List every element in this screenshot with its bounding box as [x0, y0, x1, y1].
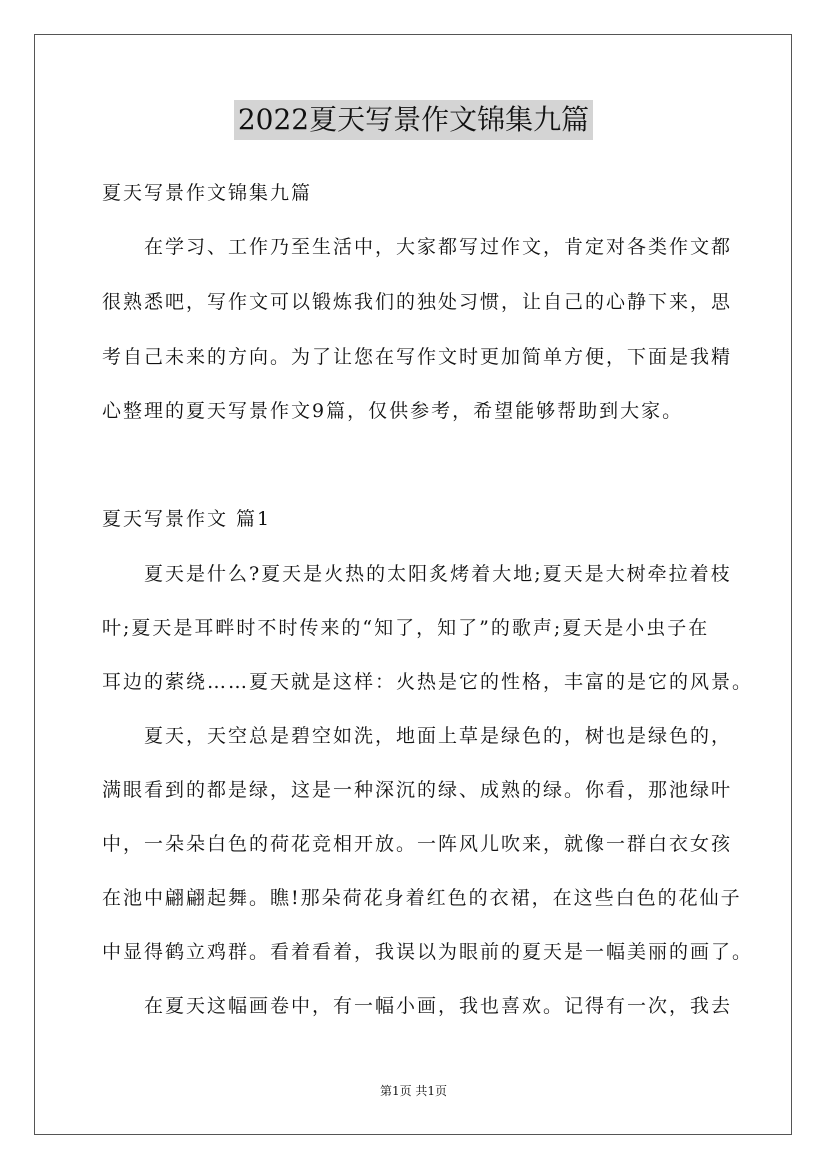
document-subtitle: 夏天写景作文锦集九篇	[102, 182, 313, 204]
intro-line: 很熟悉吧，写作文可以锻炼我们的独处习惯，让自己的心静下来，思	[102, 291, 733, 313]
document-title: 2022夏天写景作文锦集九篇	[234, 100, 593, 140]
intro-line: 在学习、工作乃至生活中，大家都写过作文，肯定对各类作文都	[144, 236, 733, 258]
paragraph-line: 满眼看到的都是绿，这是一种深沉的绿、成熟的绿。你看，那池绿叶	[102, 779, 733, 801]
paragraph-line: 在夏天这幅画卷中，有一幅小画，我也喜欢。记得有一次，我去	[144, 995, 733, 1017]
intro-line: 心整理的夏天写景作文9篇，仅供参考，希望能够帮助到大家。	[102, 400, 684, 422]
paragraph-line: 中，一朵朵白色的荷花竞相开放。一阵风儿吹来，就像一群白衣女孩	[102, 833, 733, 855]
paragraph-line: 在池中翩翩起舞。瞧!那朵荷花身着红色的衣裙，在这些白色的花仙子	[102, 887, 742, 909]
intro-line: 考自己未来的方向。为了让您在写作文时更加简单方便，下面是我精	[102, 346, 733, 368]
paragraph-line: 耳边的萦绕……夏天就是这样：火热是它的性格，丰富的是它的风景。	[102, 671, 754, 693]
paragraph-line: 夏天，天空总是碧空如洗，地面上草是绿色的，树也是绿色的，	[144, 725, 733, 747]
paragraph-line: 夏天是什么?夏天是火热的太阳炙烤着大地;夏天是大树牵拉着枝	[144, 563, 732, 585]
section-heading: 夏天写景作文 篇1	[102, 508, 272, 530]
title-container	[0, 100, 827, 140]
paragraph-line: 叶;夏天是耳畔时不时传来的“知了，知了”的歌声;夏天是小虫子在	[102, 617, 710, 639]
page-footer: 第1页 共1页	[379, 1084, 448, 1098]
paragraph-line: 中显得鹤立鸡群。看着看着，我误以为眼前的夏天是一幅美丽的画了。	[102, 941, 754, 963]
